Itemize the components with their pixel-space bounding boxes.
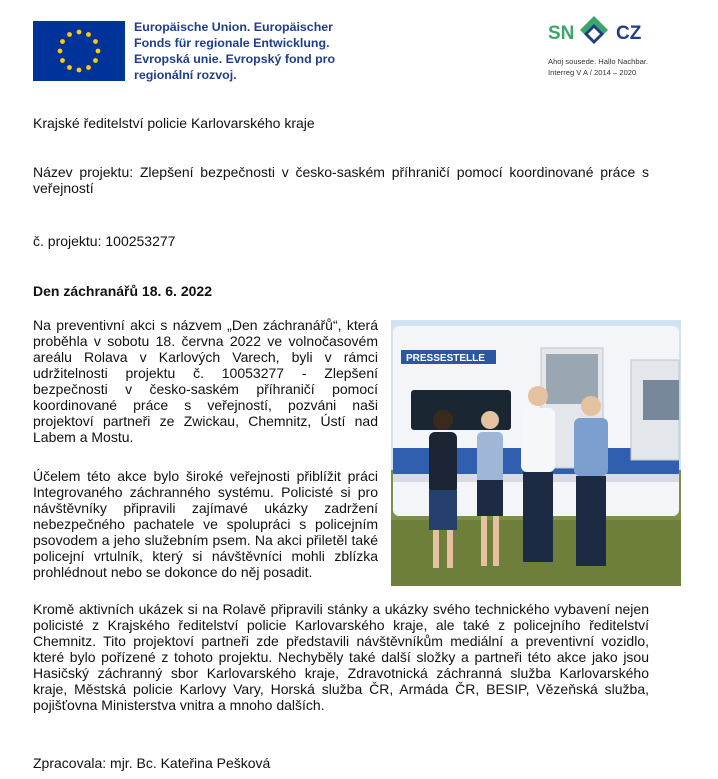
person-4 (574, 396, 608, 566)
project-name: Název projektu: Zlepšení bezpečnosti v česko-saském příhraničí pomocí koordinované práce s veřejností (33, 164, 649, 196)
eu-text-line: Evropská unie. Evropský fond pro (134, 52, 336, 66)
cz-text: CZ (616, 23, 642, 44)
sn-text: SN (548, 23, 575, 44)
article-heading: Den záchranářů 18. 6. 2022 (33, 283, 212, 299)
project-number: č. projektu: 100253277 (33, 233, 176, 249)
person-3 (521, 386, 555, 562)
eu-fund-text (134, 19, 364, 83)
paragraph-1: Na preventivní akci s názvem „Den záchranářů“, která proběhla v sobotu 18. června 2022 ve volnočasovém areálu Rolava v Karlových Varech, byli v rámci udržitelnosti projektu č. 10053277 - Zlepšení bezpečnosti v česko-saském příhraničí pomocí koordinované práce s veřejností, pozváni naši projektoví partneři ze Zwickau, Chemnitz, Ústí nad Labem a Mostu. (33, 317, 378, 445)
vehicle-label: PRESSESTELLE (406, 353, 485, 364)
eu-text-line: regionální rozvoj. (134, 68, 237, 82)
interreg-slogan (548, 56, 648, 78)
slogan-line: Ahoj sousede. Hallo Nachbar. (548, 57, 649, 66)
event-photo (391, 320, 681, 586)
eu-text-line: Fonds für regionale Entwicklung. (134, 36, 330, 50)
paragraph-3: Kromě aktivních ukázek si na Rolavě připravili stánky a ukázky svého technického vybavení nejen policisté z Krajského ředitelství policie Karlovarského kraje, ale také z policejního ředitelství Chemnitz. Tito projektoví partneři zde představili návštěvníkům mediální a preventivní vozidlo, které bylo pořízené z tohoto projektu. Nechyběly také další složky a partneři této akce jako jsou Hasičský záchranný sbor Karlovarského kraje, Zdravotnická záchranná služba Karlovarského kraje, Městská policie Karlovy Vary, Horská služba ČR, Armáda ČR, BESIP, Vězeňská služba, pojišťovna Ministerstva vnitra a mnoho dalších. (33, 601, 649, 713)
eu-text-line: Europäische Union. Europäischer (134, 20, 333, 34)
organization-name: Krajské ředitelství policie Karlovarského kraje (33, 115, 315, 131)
author-footer: Zpracovala: mjr. Bc. Kateřina Pešková (33, 755, 271, 771)
paragraph-2: Účelem této akce bylo široké veřejnosti přiblížit práci Integrovaného záchranného systému. Policisté si pro návštěvníky připravili zajímavé ukázky zadržení nebezpečného pachatele ve spolupráci s policejním psovodem a jeho služebním psem. Na akci přiletěl také policejní vrtulník, který si návštěvníci mohli zblízka prohlédnout nebo se dokonce do něj posadit. (33, 468, 378, 580)
slogan-line: Interreg V A / 2014 – 2020 (548, 68, 637, 77)
eu-flag-logo (33, 21, 125, 81)
